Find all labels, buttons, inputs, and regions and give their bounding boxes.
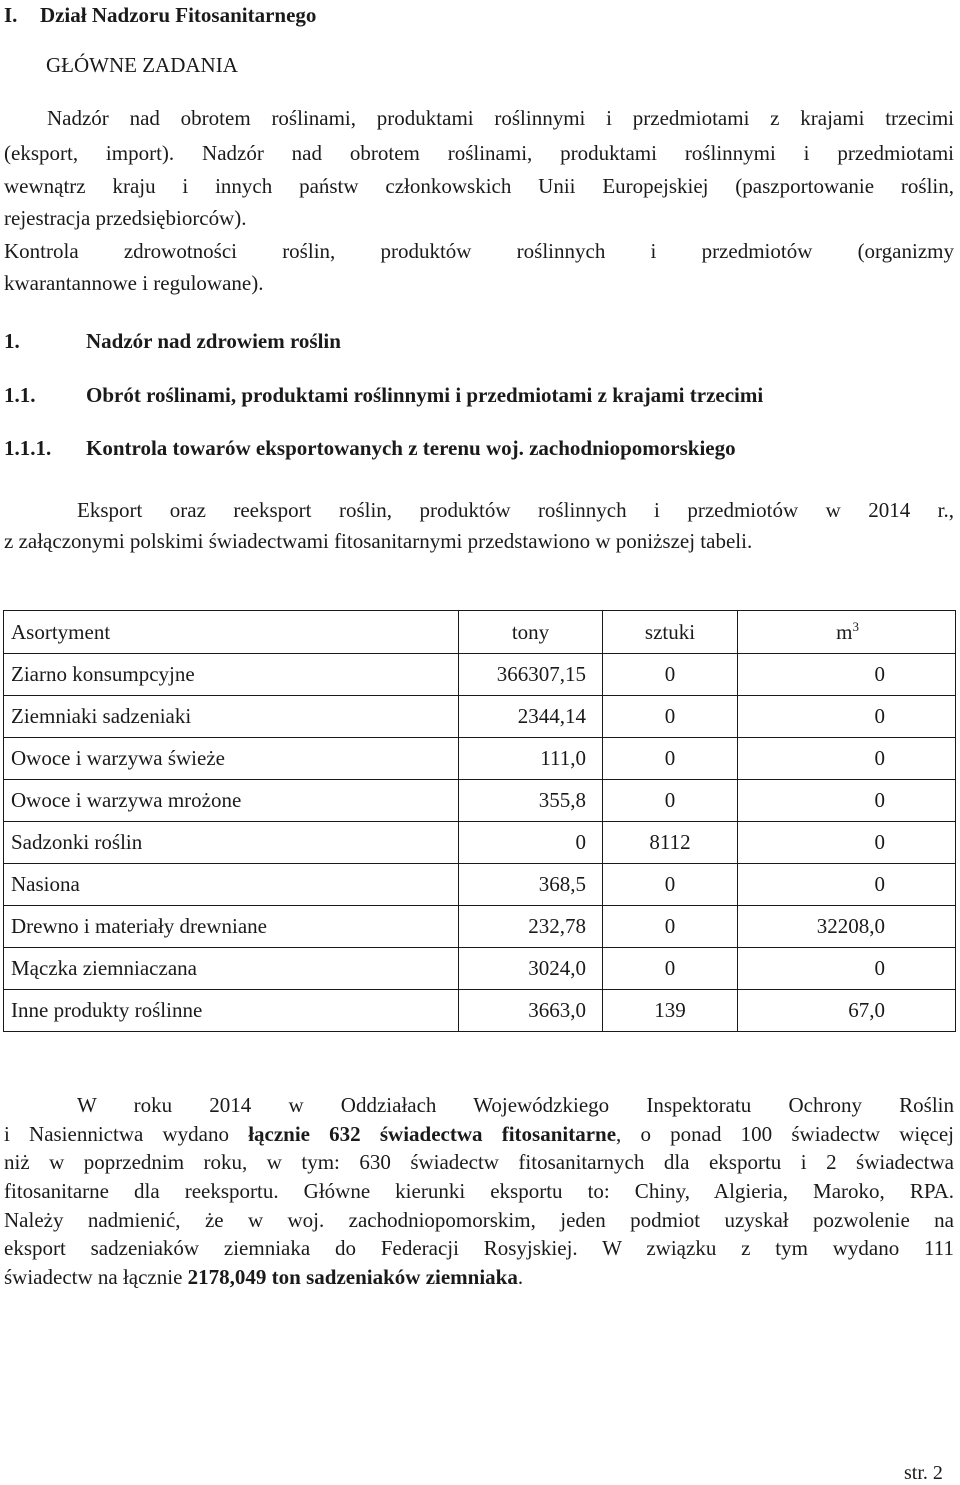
table-row	[4, 822, 956, 864]
cell-sztuki: 0	[603, 696, 738, 738]
cell-sztuki: 0	[603, 738, 738, 780]
section-heading-title: Dział Nadzoru Fitosanitarnego	[39, 3, 317, 27]
cell-m3: 0	[738, 696, 956, 738]
cell-tony: 3024,0	[459, 948, 603, 990]
main-tasks-line-3: wewnątrz kraju i innych państw członkowskich Unii Europejskiej (paszportowanie roślin,	[4, 174, 954, 198]
section-heading	[4, 3, 316, 28]
cell-name: Inne produkty roślinne	[4, 990, 459, 1032]
main-tasks-title: GŁÓWNE ZADANIA	[46, 53, 238, 77]
header-sztuki: sztuki	[603, 611, 738, 654]
table-row	[4, 780, 956, 822]
summary-line-4: fitosanitarne dla reeksportu. Główne kierunki eksportu to: Chiny, Algieria, Maroko, RPA.	[4, 1179, 954, 1203]
cell-tony: 355,8	[459, 780, 603, 822]
table-row	[4, 948, 956, 990]
main-tasks-line-1: Nadzór nad obrotem roślinami, produktami roślinnymi i przedmiotami z krajami trzecimi	[47, 106, 954, 130]
intro-line-1: Eksport oraz reeksport roślin, produktów roślinnych i przedmiotów w 2014 r.,	[77, 498, 954, 522]
cell-m3: 0	[738, 864, 956, 906]
subsection-1-1-1-title: Kontrola towarów eksportowanych z terenu woj. zachodniopomorskiego	[86, 436, 736, 460]
main-tasks-line-4: rejestracja przedsiębiorców).	[4, 206, 247, 230]
table-row	[4, 654, 956, 696]
table-row	[4, 864, 956, 906]
table-row	[4, 990, 956, 1032]
cell-name: Sadzonki roślin	[4, 822, 459, 864]
cell-tony: 368,5	[459, 864, 603, 906]
summary-line-7	[4, 1265, 954, 1290]
cell-m3: 0	[738, 780, 956, 822]
cell-m3: 67,0	[738, 990, 956, 1032]
cell-name: Nasiona	[4, 864, 459, 906]
export-table	[3, 610, 956, 1032]
header-asortyment: Asortyment	[4, 611, 459, 654]
subsection-1-1-title: Obrót roślinami, produktami roślinnymi i przedmiotami z krajami trzecimi	[86, 383, 764, 407]
summary-certificates-total: łącznie 632 świadectwa fitosanitarne	[248, 1122, 617, 1146]
header-m3	[738, 611, 956, 654]
cell-name: Ziarno konsumpcyjne	[4, 654, 459, 696]
cell-name: Owoce i warzywa mrożone	[4, 780, 459, 822]
subsection-1-1-1-number: 1.1.1.	[4, 436, 52, 460]
cell-sztuki: 0	[603, 948, 738, 990]
summary-seed-potato-total: 2178,049 ton sadzeniaków ziemniaka	[187, 1265, 518, 1289]
cell-sztuki: 8112	[603, 822, 738, 864]
summary-line-2	[4, 1122, 954, 1147]
summary-line-2-a: i Nasiennictwa wydano	[4, 1122, 249, 1146]
intro-line-2: z załączonymi polskimi świadectwami fitosanitarnymi przedstawiono w poniższej tabeli.	[4, 529, 753, 553]
cell-sztuki: 0	[603, 780, 738, 822]
cell-tony: 366307,15	[459, 654, 603, 696]
cell-sztuki: 0	[603, 654, 738, 696]
table-row	[4, 696, 956, 738]
main-tasks-line-6: kwarantannowe i regulowane).	[4, 271, 264, 295]
cell-name: Drewno i materiały drewniane	[4, 906, 459, 948]
header-m3-unit: m	[836, 620, 853, 644]
cell-m3: 0	[738, 738, 956, 780]
summary-line-2-c: , o ponad 100 świadectw więcej	[616, 1122, 954, 1146]
cell-tony: 2344,14	[459, 696, 603, 738]
cell-sztuki: 0	[603, 864, 738, 906]
subsection-1-1-number: 1.1.	[4, 383, 36, 407]
header-tony: tony	[459, 611, 603, 654]
cell-sztuki: 139	[603, 990, 738, 1032]
subsection-1-title: Nadzór nad zdrowiem roślin	[86, 329, 341, 353]
summary-line-7-a: świadectw na łącznie	[4, 1265, 188, 1289]
summary-line-5: Należy nadmienić, że w woj. zachodniopomorskim, jeden podmiot uzyskał pozwolenie na	[4, 1208, 954, 1232]
main-tasks-line-5: Kontrola zdrowotności roślin, produktów roślinnych i przedmiotów (organizmy	[4, 239, 954, 263]
main-tasks-line-2: (eksport, import). Nadzór nad obrotem roślinami, produktami roślinnymi i przedmiotami	[4, 141, 954, 165]
page-number: str. 2	[904, 1462, 943, 1484]
table-header-row	[4, 611, 956, 654]
table-row	[4, 906, 956, 948]
cell-name: Ziemniaki sadzeniaki	[4, 696, 459, 738]
subsection-1-number: 1.	[4, 329, 20, 353]
cell-name: Owoce i warzywa świeże	[4, 738, 459, 780]
cell-m3: 32208,0	[738, 906, 956, 948]
summary-line-7-c: .	[517, 1265, 524, 1289]
summary-line-3: niż w poprzednim roku, w tym: 630 świadectw fitosanitarnych dla eksportu i 2 świadectwa	[4, 1150, 954, 1174]
cell-tony: 111,0	[459, 738, 603, 780]
cell-m3: 0	[738, 654, 956, 696]
summary-line-1: W roku 2014 w Oddziałach Wojewódzkiego Inspektoratu Ochrony Roślin	[77, 1093, 954, 1117]
table-row	[4, 738, 956, 780]
cell-sztuki: 0	[603, 906, 738, 948]
cell-m3: 0	[738, 948, 956, 990]
cell-tony: 0	[459, 822, 603, 864]
cell-tony: 3663,0	[459, 990, 603, 1032]
section-heading-number: I.	[4, 3, 18, 27]
header-m3-exponent: 3	[852, 619, 859, 634]
summary-line-6: eksport sadzeniaków ziemniaka do Federacji Rosyjskiej. W związku z tym wydano 111	[4, 1236, 954, 1260]
cell-name: Mączka ziemniaczana	[4, 948, 459, 990]
cell-tony: 232,78	[459, 906, 603, 948]
cell-m3: 0	[738, 822, 956, 864]
